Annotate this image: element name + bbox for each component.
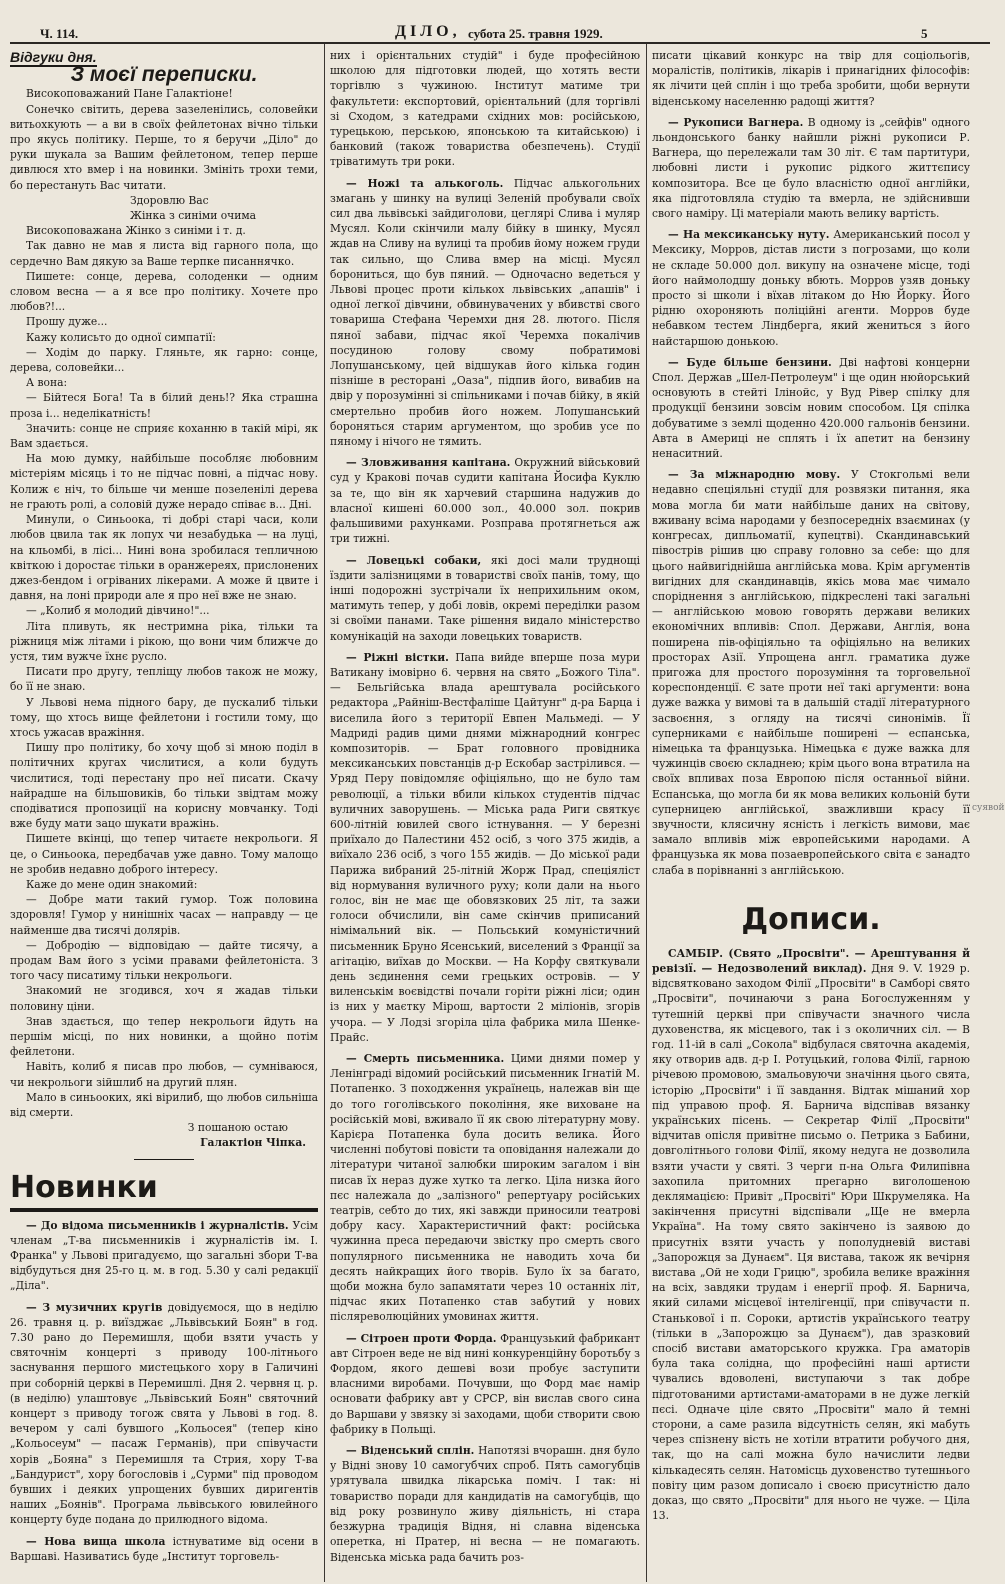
reply-paragraph: Прошу дуже... xyxy=(26,315,108,329)
reply-paragraph: Минули, о Синьоока, ті добрі старі часи, коли любов цвила так як лопух чи незабудька — на луці, на кльомбі, в лісі... Нині вона зробилася тепличною квіткою і доростає тільки в оранжереях, прислонених джез-бендом і огріваних лікерами. А може й цвите і давня, на лоні природи але я про неї вже не знаю. xyxy=(10,513,318,603)
reply-paragraph: Пишете вкінці, що тепер читаєте некрольоги. Я це, о Синьоока, передбачав уже давно. Тому малощо не зробив недавно доброго інтересу. xyxy=(10,832,318,876)
news-item: — Сітроен проти Форда. Французький фабрикант авт Сітроен веде не від нині конкуренційну боротьбу з Фордом, якого дешеві вози пробує заступити власними виробами. Почувши, що Форд має намір основати фабрику авт у СРСР, він вислав свого сина до Варшави у звязку зі заходами, щоби створити свою фабрику в Польщі. xyxy=(330,1331,640,1436)
section-label: Відгуки дня. xyxy=(10,49,97,65)
news-item: — До відома письменників і журналістів. Усім членам „Т-ва письменників і журналістів ім. І. Франка" у Львові пригадуємо, що загальні збори Т-ва відбудуться дня 25-го ц. м. в год. 5.30 у салі редакції „Діла". xyxy=(10,1218,318,1293)
letter-signature: Жінка з синіми очима xyxy=(130,209,257,223)
reply-paragraph: Кажу колисьто до одної симпатії: xyxy=(26,330,216,344)
masthead xyxy=(0,0,1000,44)
news-item: — Зловживання капітана. Окружний військовий суд у Кракові почав судити капітана Йосифа Куклю за те, що він як харчевий старшина надужив до власної кишені 60.000 зол., 40.000 зол. покрив фальшивими рахунками. Розправа протягнеться аж три тижні. xyxy=(330,456,640,546)
reply-paragraph: Навіть, колиб я писав про любов, — сумніваюся, чи некрольоги зійшлиб на другий плян. xyxy=(10,1060,318,1089)
news-item: — Смерть письменника. Цими днями помер у Ленінграді відомий російський письменник Ігнатій М. Потапенко. З походження українець, належав він ще до того гоголівського покоління, яке виховане на російській мові, вживало її як свою літературну мову. Карієра Потапенка була досить велика. Його численні побутові повісти та оповідання належали до літератури читаної залюбки широким загалом і він писав їх нераз дуже хутко та легко. Ціла низка його пєс належала до „залізного" репертуару російських театрів, себто до тих, які завжди приносили театрові добру касу. Характеристичний факт: російська чужинна преса передаючи звістку про смерть свого популярного письменника не наводить хоча би десять найкращих його творів. Було їх за багато, щоби можна було запамятати через 10 останніх літ, підчас яких Потапенко став забутий у нових післяреволюційних умовинах життя. xyxy=(330,1052,640,1324)
reply-paragraph: Пишете: сонце, дерева, солоденки — одним словом весна — а я все про політику. Хочете про любов?!... xyxy=(10,269,318,314)
reply-quote: — „Колиб я молодий дівчино!"... xyxy=(26,604,210,618)
reply-paragraph: У Львові нема підного бару, де пускалиб тільки тому, що хтось вище фейлетони і гостили тому, що хтось ужасав вражіння. xyxy=(10,695,318,739)
separator xyxy=(134,1159,194,1160)
news-section-heading: Новинки xyxy=(10,1170,318,1212)
feuilleton-headline: З моєї переписки. xyxy=(70,63,258,87)
letter-closing: Здоровлю Вас xyxy=(130,193,209,207)
reply-paragraph: Каже до мене один знакомий: xyxy=(26,877,198,891)
column-divider xyxy=(646,44,647,1582)
news-continuation: них і орієнтальних студій" і буде професійною школою для підготовки людей, що хотять вести торгівлю з чужиною. Інститут матиме три факультети: експортовий, орієнтальний (для торгівлі зі Сходом, з катедрами східних мов: російською, турецькою, перською, японською та китайською) і банковий (також товариства обезпечень). Студії тріватимуть три роки. xyxy=(330,49,640,169)
reply-paragraph: На мою думку, найбільше пособляє любовним містеріям місяць і то не підчас повні, а підчас нову. Колиж є ніч, то більше чи менше позеленілі дерева не грають ролі, а соловій дуже нерадо співає в... Дні. xyxy=(10,452,318,511)
reply-paragraph: Знав здається, що тепер некрольоги йдуть на першім місці, по них новинки, а щойно потім фейлетони. xyxy=(10,1014,318,1059)
news-continuation: писати цікавий конкурс на твір для соціольогів, моралістів, політиків, лікарів і принагідних філософів: як лічити цей сплін і що треба зробити, щоби вернути віденському населенню радощі життя? xyxy=(652,49,970,108)
news-item: — З музичних кругів довідуємося, що в неділю 26. травня ц. р. виїзджає „Львівський Боян" в год. 7.30 рано до Перемишля, щоби взяти участь у святочнім концерті з приводу 100-літнього заснування першого мистецького хору в Галичині при соборній церкві в Перемишлі. Дня 2. червня ц. р. (в неділю) улаштовує „Львівський Боян" святочний концерт з приводу тогож свята у Львові в год. 8. вечером у салі бувшого „Кольосея" (тепер кіно „Кольосеум" — пасаж Германів), при співучасти хорів „Бояна" з Перемишля та Стрия, хору Т-ва „Бандурист", хору богословів і „Сурми" під проводом бувших і деяких упрощених бувших диригентів наших „Боянів". Програма львівського ювилейного концерту буде подана до прилюдного відома. xyxy=(10,1300,318,1527)
news-item: — Буде більше бензини. Дві нафтові концерни Спол. Держав „Шел-Петролеум" і ще один нюйорський основують в стейті Ілінойс, у Вуд Рівер спілку для продукції бензини зовсім новим способом. Ця спілка добуватиме з землі щоденно 420.000 гальонів бензини. Авта в Америці не сплять і їх апетит на бензину ненаситний. xyxy=(652,355,971,461)
reply-paragraph: — Добродію — відповідаю — дайте тисячу, а продам Вам його з усіми правами фейлетоніста. З того часу писатиму тільки некрольоги. xyxy=(10,938,318,983)
reply-paragraph: — Ходім до парку. Гляньте, як гарно: сонце, дерева, соловейки... xyxy=(10,345,318,375)
letter-paragraph: Сонечко світить, дерева зазеленілись, соловейки витьохкують — а ви в своїх фейлетонах вічно тільки про якусь політику. Перше, то я беручи „Діло" до руки шукала за Вашим фейлетоном, тепер перше дивлюся хто вмер і на новинки. Змініть трохи теми, бо перестануть Вас читати. xyxy=(10,102,318,192)
reply-paragraph: А вона: xyxy=(26,376,68,390)
reply-closing: З пошаною остаю xyxy=(187,1121,288,1135)
reply-paragraph: Пишу про політику, бо хочу щоб зі мною поділ в політичних кругах числитися, а коли будуть числитися, тоді перестану про неї писати. Скачу найрадше на більшовиків, бо тільки звідтам можу сподіватися пропозиції на корисну мовчанку. Тоді вже буду мати зацо шукати вражінь. xyxy=(10,741,318,831)
news-item: — За міжнародню мову. У Стокгольмі вели недавно спеціяльні студії для розвязки питання, яка мова могла би мати найбільше даних на світову, вживану всіма народами у безпосередніх взаєминах (у конгресах, дипльоматії, купецтві). Скандинавський півострів рішив цю справу головно за себе: що для цього найвигіднійша англійська мова. Крім аргументів вигідних для скандинавців, якісь мова має чимало споріднення з англійською, підкреслені такі загальні — англійською мовою говорять держави великих економічних впливів: Спол. Держави, Англія, вона поширена пів-офіціяльно та офіціяльно на великих просторах Азії. Упрощена англ. граматика дуже пригожа для простого порозуміння та торговельної кореспонденції. Є зате проти неї такі аргументи: вона дуже важка у вимові та в дальшій стадії літературного засвоєння, з огляду на тисячі синонімів. Її суперниками є найбільше поширені — еспанська, німецька та французька. Німецька є дуже важка для чужинців своєю складнею; крім цього вона втратила на своїх впливах поза Европою після останньої війни. Еспанська, що могла би як мова великих кольоній бути суперницею англійської, зважливши красу її звучности, клясичну ясність і легкість вимови, має замало впливів між европейськими народами. А французька як мова позаевропейського світа є занадто слаба в порівнанні з англійською. xyxy=(652,468,970,877)
author-signature: Галактіон Чіпка. xyxy=(200,1136,306,1150)
reply-paragraph: Літа пливуть, як нестримна ріка, тільки та ріжниця між літами і рікою, що вони чим ближче до устя, тим вужче їхнє русло. xyxy=(10,619,318,663)
newspaper-title: ДІЛО, xyxy=(395,23,461,40)
reply-paragraph: Так давно не мав я листа від гарного пола, що сердечно Вам дякую за Ваше терпке писаннячко. xyxy=(10,239,318,268)
correspondence-section-heading: Дописи. xyxy=(741,901,881,937)
column-middle xyxy=(330,48,640,1578)
issue-date: субота 25. травня 1929. xyxy=(468,26,603,41)
news-item: — Ножі та алькоголь. Підчас алькогольних змагань у шинку на вулиці Зеленій пробували своїх сил два львівські зайдиголови, цеглярі Слива і муляр Мусял. Коли скінчили малу бійку в шинку, Мусял ждав на Сливу на вулиці та пробив йому ножем груди так сильно, що Слива вмер на місці. Мусял борониться, що був пяний. — Одночасно ведеться у Львові процес проти кількох львівських „апашів" і одної легкої дівчини, обвинувачених у вбивстві свого товариша Стефана Черемхи дня 28. лютого. Після пяної забави, підчас якої Черемха покалічив посудиною голову свому побратимові Лопушанському, цей відшукав його кілька годин пізніше в ресторані „Оаза", підпив його, вивабив на двір у порозумінні зі спільниками і почав бійку, в якій смертельно пробив його ножем. Лопушанський бороняться старим аргументом, що зробив усе по пяному і нічого не тямить. xyxy=(330,176,641,449)
reply-paragraph: — Бійтеся Бога! Та в білий день!? Яка страшна проза і... неделікатність! xyxy=(10,391,318,420)
reply-paragraph: Знакомий не згодився, хоч я жадав тільки половину ціни. xyxy=(10,984,318,1013)
page-number: 5 xyxy=(921,26,928,41)
column-right xyxy=(652,48,970,1578)
reply-paragraph: Мало в синьооких, які вірилиб, що любов сильніша від смерти. xyxy=(10,1090,318,1120)
correspondence-item: САМБІР. (Свято „Просвіти". — Арештування й ревізії. — Недозволений виклад). Дня 9. V. 1929 р. відсвятковано заходом Філії „Просвіти" в Самборі свято „Просвіти", починаючи з рана Богослуженням у тутешній церкві при співучасти значного числа духовенства, як місцевого, так і з околичних сіл. — В год. 11-ій в салі „Сокола" відбулася святочна академія, яку отворив адв. д-р І. Ротуцький, голова Філії, гарною річевою промовою, змальовуючи значіння цього свята, історію „Просвіти" і її завдання. Відтак мішаний хор під управою проф. Я. Барнича відспівав вязанку українських пісень. — Секретар Філії „Просвіти" відчитав опісля привітне письмо о. Петрика з Бабини, довголітнього голови Філії, якому недуга не дозволила взяти участи у святі. З черги п-на Ольга Филипівна захопила притомних прегарно виголошеною деклямацією: Привіт „Просвіті" Юри Шкрумеляка. На закінчення присутні відспівали „Ще не вмерла Україна". На тому свято закінчено із заявою до присутніх взяти участь у пополудневій виставі „Запорожця за Дунаєм". Ця вистава, також як вечірня вистава „Ой не ходи Грицю", зробила велике вражіння на всіх, завдяки трудам і енергії проф. Я. Барнича, який силами місцевої інтелігенції, при співучасти п. Станькової і п. Сороки, артистів українського театру (тільки в „Запорожцю за Дунаєм"), дав зразковий спосіб вистави аматорського кружка. Гра аматорів була така солідна, що професійні наші артисти чувались вдоволені, виступаючи з так добре підготованими артистами-аматорами в не дуже легкій пєсі. Одначе ціле свято „Просвіти" мало й темні сторони, а саме разила відсутність селян, які мабуть через спізнену вість не хотіли втратити робучого дня, так, що на салі можна було начислити ледви кількадесять селян. Натомісць духовенство тутешнього повіту цим разом дописало і своєю присутністю дало доказ, що свято „Просвіти" для нього не чуже. — Ціла 13. xyxy=(652,946,970,1523)
masthead-rule xyxy=(10,42,990,44)
issue-number: Ч. 114. xyxy=(40,26,79,41)
column-divider xyxy=(324,44,325,1582)
reply-paragraph: Писати про другу, тепліщу любов також не можу, бо її не знаю. xyxy=(10,665,318,694)
news-item: — Рукописи Вагнера. В одному із „сейфів" одного льондонського банку найшли ріжні рукописи Р. Вагнера, що перележали там 30 літ. Є там партитури, любовні листи і рукопис рідкого життєпису композитора. Все це було власністю одної англійки, яка підготовляла студію та вмерла, не здійснивши свого наміру. Ці матеріали мають велику вартість. xyxy=(652,115,970,221)
news-item: — Ловецькі собаки, які досі мали труднощі їздити залізницями в товаристві своїх панів, тому, що інші подорожні зустрічали їх неприхильним оком, матимуть тепер, у добі ловів, окремі переділки разом зі своїми панами. Таке рішення видало міністерство комунікацій на заходи ловецьких товариств. xyxy=(330,553,640,643)
reply-paragraph: — Добре мати такий гумор. Тож половина здоровля! Гумор у нинішніх часах — направду — це найменше два тисячі долярів. xyxy=(10,893,318,937)
letter-salutation: Високоповажаний Пане Галактіоне! xyxy=(26,87,233,101)
reply-salutation: Високоповажана Жінко з синіми і т. д. xyxy=(26,224,246,238)
news-item: — На мексиканську нуту. Американський посол у Мексику, Морров, дістав листи з погрозами, що коли не складе 50.000 дол. викупу на означене місце, тоді його наймолодшу доньку вбють. Морров узяв доньку просто зі школи і вїхав літаком до Ню Йорку. Його рідню охороняють поліційні агенти. Морров буде небавком тестем Ліндберга, який жениться з його найстаршою донькою. xyxy=(652,228,971,348)
news-item: — Ріжні вістки. Папа вийде вперше поза мури Ватикану імовірно 6. червня на свято „Божого Тіла". — Бельгійська влада арештувала російського редактора „Райніш-Вестфаліше Цайтунг" д-ра Барца і виселила його з території Евпен Мальмеді. — У Мадриді радив цими днями міжнародний конгрес композиторів. — Брат головного провідника мексиканських повстанців д-р Ескобар застрілився. — Уряд Перу повідомляє офіціяльно, що не було там революції, а тільки вбили кількох студентів підчас вуличних заворушень. — Міська рада Риги святкує 600-літній ювилей свого істнування. — У березні приїхало до Палестини 452 осіб, з чого 375 жидів, а виїхало 236 осіб, з чого 155 жидів. — До міської ради Парижа вибраний 25-літній Жорж Прад, спеціяліст від нормування вуличного руху; коли дали на нього голос, він не має ще обовязкових 25 літ, та зажи голоси обчислили, він саме скінчив приписаний німімальний вік. — Польський комуністичний письменник Бруно Ясенський, виселений з Франції за агітацію, виїхав до Москви. — На Корфу святкували день зєдинення семи грецьких островів. — У виленськім воєвідстві почали горіти ріжні ліси; один із них у маєтку Мірош, вартости 2 міліонів, згорів учора. — У Лодзі згоріла ціла фабрика мила Шенке-Прайс. xyxy=(330,650,640,1044)
margin-stamp: суявой xyxy=(972,803,1005,813)
news-item: — Нова вища школа істнуватиме від осени в Варшаві. Називатись буде „Інститут торговель- xyxy=(10,1534,318,1563)
column-left xyxy=(10,48,318,1578)
reply-paragraph: Значить: сонце не сприяє коханню в такій мірі, як Вам здається. xyxy=(10,421,318,451)
news-item: — Віденський сплін. Напотязі вчорашн. дня було у Відні знову 10 самогубчих спроб. Пять самогубців урятувала швидка лікарська поміч. І так: ні товариство поради для кандидатів на самогубців, що від року розвинуло живу діяльність, ні стара безжурна традиція Відня, ні славна віденська оперетка, ні Пратер, ні весна — не помагають. Віденська міська рада бачить роз- xyxy=(330,1444,640,1564)
